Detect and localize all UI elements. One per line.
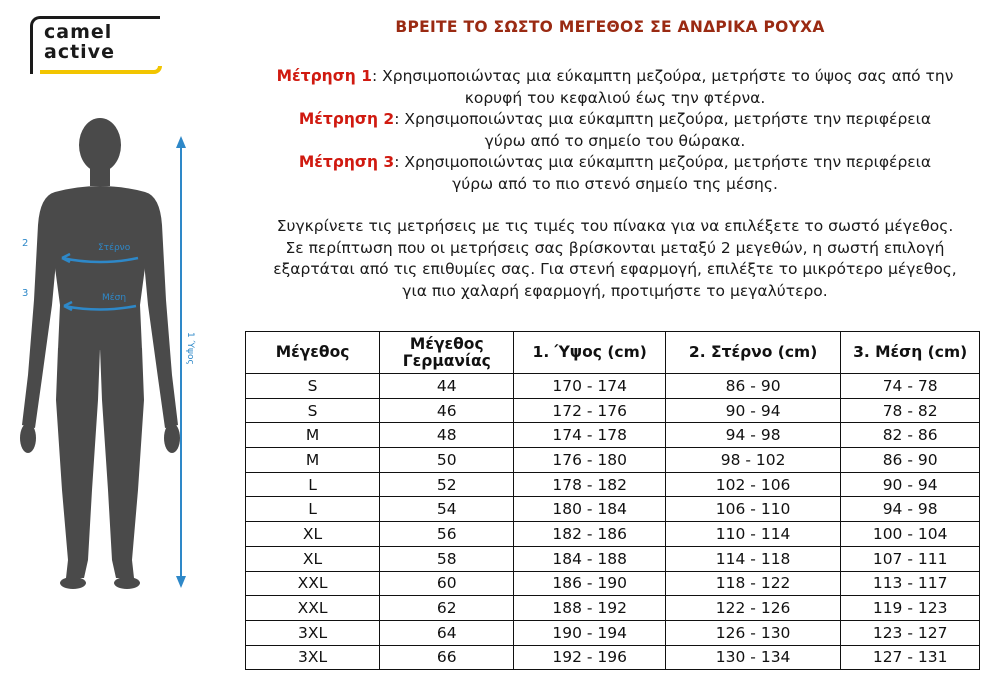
measurement-2-text: : Χρησιμοποιώντας μια εύκαμπτη μεζούρα, μετρήστε την περιφέρεια xyxy=(394,110,932,128)
cell-waist: 113 - 117 xyxy=(841,571,980,596)
cell-chest: 110 - 114 xyxy=(665,522,840,547)
cell-chest: 90 - 94 xyxy=(665,398,840,423)
cell-waist: 82 - 86 xyxy=(841,423,980,448)
header-german-size: Μέγεθος Γερμανίας xyxy=(380,332,514,374)
cell-height: 176 - 180 xyxy=(514,448,665,473)
compare-text-line-4: για πιο χαλαρή εφαρμογή, προτιμήστε το μεγαλύτερο. xyxy=(402,281,828,300)
cell-german-size: 56 xyxy=(380,522,514,547)
measurement-3 xyxy=(240,152,990,174)
cell-height: 190 - 194 xyxy=(514,620,665,645)
cell-waist: 119 - 123 xyxy=(841,596,980,621)
cell-waist: 107 - 111 xyxy=(841,546,980,571)
table-row xyxy=(246,374,980,399)
cell-german-size: 46 xyxy=(380,398,514,423)
cell-waist: 86 - 90 xyxy=(841,448,980,473)
table-row xyxy=(246,423,980,448)
table-row xyxy=(246,546,980,571)
cell-size: M xyxy=(246,423,380,448)
measurement-1-label: Μέτρηση 1 xyxy=(276,67,372,85)
cell-height: 172 - 176 xyxy=(514,398,665,423)
measurement-3-text-cont: γύρω από το πιο στενό σημείο της μέσης. xyxy=(452,174,778,193)
cell-german-size: 52 xyxy=(380,472,514,497)
table-header-row xyxy=(246,332,980,374)
cell-chest: 114 - 118 xyxy=(665,546,840,571)
compare-text-line-1: Συγκρίνετε τις μετρήσεις με τις τιμές του πίνακα για να επιλέξετε το σωστό μέγεθος. xyxy=(276,217,954,235)
cell-height: 182 - 186 xyxy=(514,522,665,547)
cell-height: 188 - 192 xyxy=(514,596,665,621)
cell-german-size: 48 xyxy=(380,423,514,448)
cell-size: XL xyxy=(246,522,380,547)
cell-size: S xyxy=(246,374,380,399)
logo-text-line2: active xyxy=(44,41,115,63)
cell-german-size: 50 xyxy=(380,448,514,473)
table-row xyxy=(246,522,980,547)
cell-height: 192 - 196 xyxy=(514,645,665,670)
cell-chest: 98 - 102 xyxy=(665,448,840,473)
cell-waist: 100 - 104 xyxy=(841,522,980,547)
cell-german-size: 58 xyxy=(380,546,514,571)
cell-waist: 123 - 127 xyxy=(841,620,980,645)
cell-chest: 118 - 122 xyxy=(665,571,840,596)
cell-chest: 106 - 110 xyxy=(665,497,840,522)
cell-chest: 86 - 90 xyxy=(665,374,840,399)
cell-size: L xyxy=(246,472,380,497)
cell-height: 174 - 178 xyxy=(514,423,665,448)
waist-number-label: 3 xyxy=(22,288,29,299)
height-measure-arrow xyxy=(176,136,186,588)
measurement-2-label: Μέτρηση 2 xyxy=(298,110,395,128)
measurement-instructions xyxy=(240,66,990,302)
logo-underline xyxy=(40,66,162,74)
header-height: 1. Ύψος (cm) xyxy=(514,332,665,374)
cell-german-size: 60 xyxy=(380,571,514,596)
cell-chest: 94 - 98 xyxy=(665,423,840,448)
table-row xyxy=(246,448,980,473)
chest-number-label: 2 xyxy=(22,238,29,249)
compare-text-line-2: Σε περίπτωση που οι μετρήσεις σας βρίσκονται μεταξύ 2 μεγεθών, η σωστή επιλογή xyxy=(285,238,945,257)
chest-text-label: Στέρνο xyxy=(98,243,131,253)
cell-height: 170 - 174 xyxy=(514,374,665,399)
measurement-2 xyxy=(240,109,990,131)
table-body xyxy=(246,374,980,670)
cell-size: 3XL xyxy=(246,645,380,670)
height-text-label: 1 Ύψος xyxy=(185,332,195,365)
table-row xyxy=(246,645,980,670)
cell-chest: 130 - 134 xyxy=(665,645,840,670)
header-waist: 3. Μέση (cm) xyxy=(841,332,980,374)
cell-size: XXL xyxy=(246,596,380,621)
cell-german-size: 54 xyxy=(380,497,514,522)
cell-size: XXL xyxy=(246,571,380,596)
measurement-1-text-cont: κορυφή του κεφαλιού έως την φτέρνα. xyxy=(464,88,766,107)
table-row xyxy=(246,596,980,621)
cell-size: M xyxy=(246,448,380,473)
table-row xyxy=(246,472,980,497)
cell-height: 184 - 188 xyxy=(514,546,665,571)
logo-text-line1: camel xyxy=(44,21,113,43)
measurement-3-text: : Χρησιμοποιώντας μια εύκαμπτη μεζούρα, μετρήστε την περιφέρεια xyxy=(394,153,932,171)
cell-size: L xyxy=(246,497,380,522)
cell-chest: 122 - 126 xyxy=(665,596,840,621)
measurement-2-text-cont: γύρω από το σημείο του θώρακα. xyxy=(484,131,746,150)
cell-height: 180 - 184 xyxy=(514,497,665,522)
compare-text-line-3: εξαρτάται από τις επιθυμίες σας. Για στενή εφαρμογή, επιλέξτε το μικρότερο μέγεθος, xyxy=(273,260,957,278)
cell-height: 178 - 182 xyxy=(514,472,665,497)
cell-waist: 127 - 131 xyxy=(841,645,980,670)
table-row xyxy=(246,398,980,423)
body-silhouette-illustration xyxy=(0,100,240,684)
header-chest: 2. Στέρνο (cm) xyxy=(665,332,840,374)
cell-waist: 78 - 82 xyxy=(841,398,980,423)
waist-text-label: Μέση xyxy=(102,293,127,303)
size-chart-table xyxy=(245,331,980,670)
cell-height: 186 - 190 xyxy=(514,571,665,596)
cell-german-size: 64 xyxy=(380,620,514,645)
cell-german-size: 62 xyxy=(380,596,514,621)
measurement-1-text: : Χρησιμοποιώντας μια εύκαμπτη μεζούρα, μετρήστε το ύψος σας από την xyxy=(372,67,954,85)
cell-waist: 94 - 98 xyxy=(841,497,980,522)
measurement-3-label: Μέτρηση 3 xyxy=(298,153,395,171)
header-size: Μέγεθος xyxy=(246,332,380,374)
table-row xyxy=(246,497,980,522)
cell-size: XL xyxy=(246,546,380,571)
cell-chest: 102 - 106 xyxy=(665,472,840,497)
cell-waist: 90 - 94 xyxy=(841,472,980,497)
cell-german-size: 66 xyxy=(380,645,514,670)
page-title: ΒΡΕΙΤΕ ΤΟ ΣΩΣΤΟ ΜΕΓΕΘΟΣ ΣΕ ΑΝΔΡΙΚΑ ΡΟΥΧΑ xyxy=(395,18,825,36)
table-row xyxy=(246,571,980,596)
table-row xyxy=(246,620,980,645)
cell-chest: 126 - 130 xyxy=(665,620,840,645)
cell-size: 3XL xyxy=(246,620,380,645)
silhouette-icon xyxy=(20,118,180,589)
cell-german-size: 44 xyxy=(380,374,514,399)
measurement-1 xyxy=(240,66,990,88)
cell-waist: 74 - 78 xyxy=(841,374,980,399)
cell-size: S xyxy=(246,398,380,423)
